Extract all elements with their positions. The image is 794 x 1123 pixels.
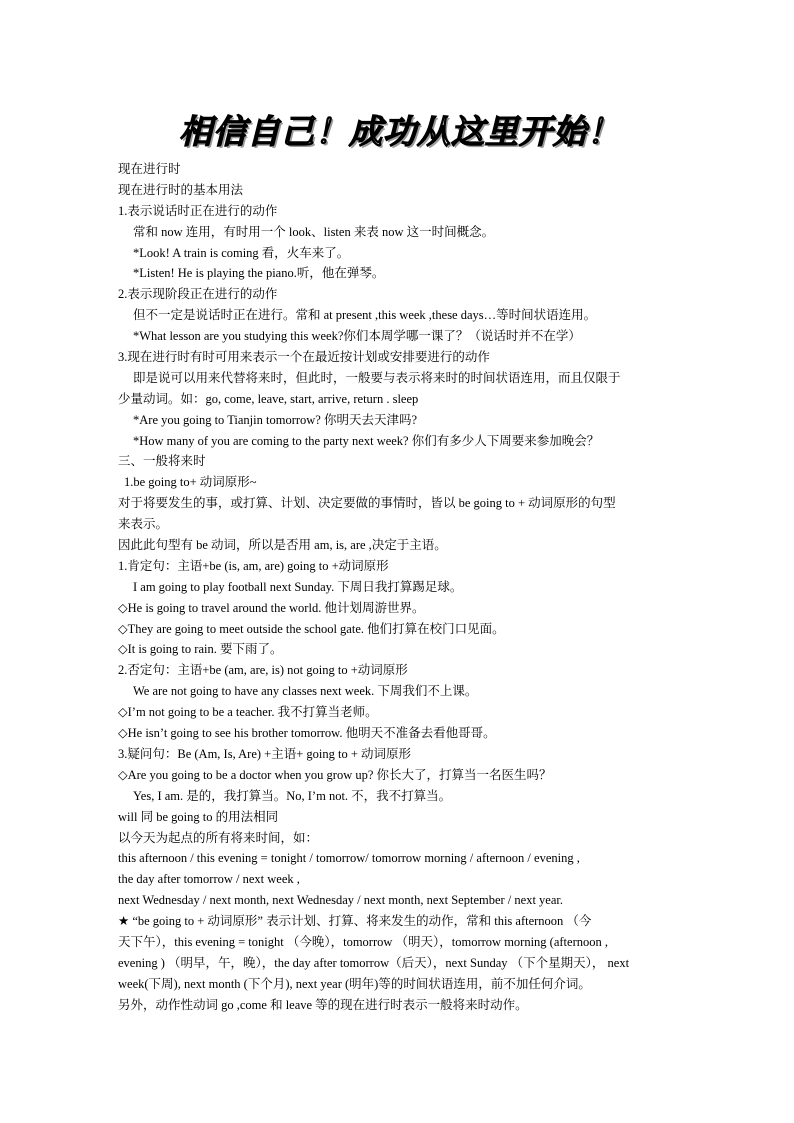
example-line: ◇It is going to rain. 要下雨了。 (118, 642, 283, 657)
text-line: 少量动词。如：go, come, leave, start, arrive, return . sleep (118, 391, 419, 406)
example-line: ◇They are going to meet outside the school gate. 他们打算在校门口见面。 (118, 621, 505, 636)
example-line: We are not going to have any classes next week. 下周我们不上课。 (133, 684, 478, 699)
section-heading: 三、一般将来时 (118, 454, 206, 469)
page-title: 相信自己！成功从这里开始！ (179, 112, 621, 151)
example-line: ◇He isn’t going to see his brother tomorrow. 他明天不准备去看他哥哥。 (118, 726, 496, 741)
example-line: *How many of you are coming to the party next week? 你们有多少人下周要来参加晚会？ (133, 433, 600, 448)
text-line: the day after tomorrow / next week , (118, 872, 300, 887)
text-line: this afternoon / this evening = tonight / tomorrow/ tomorrow morning / afternoon / evening , (118, 851, 580, 866)
example-line: *Are you going to Tianjin tomorrow? 你明天去天津吗? (133, 412, 418, 427)
note-line: week(下周), next month (下个月), next year (明年)等的时间状语连用，前不加任何介词。 (118, 976, 591, 991)
example-line: ◇Are you going to be a doctor when you grow up? 你长大了，打算当一名医生吗？ (118, 767, 552, 782)
usage-heading: 1.肯定句：主语+be (is, am, are) going to +动词原形 (118, 558, 389, 573)
usage-heading: 1.表示说话时正在进行的动作 (118, 203, 278, 218)
text-line: 对于将要发生的事，或打算、计划、决定要做的事情时，皆以 be going to + 动词原形的句型 (118, 496, 616, 511)
text-line: next Wednesday / next month, next Wednesday / next month, next September / next year. (118, 893, 563, 908)
usage-heading: 2.表示现阶段正在进行的动作 (118, 287, 278, 302)
section-heading: 现在进行时 (118, 162, 181, 176)
section-subheading: 现在进行时的基本用法 (118, 182, 244, 197)
text-line: 以今天为起点的所有将来时间，如： (118, 830, 319, 845)
note-line: ★ “be going to + 动词原形” 表示计划、打算、将来发生的动作，常和 this afternoon （今 (118, 914, 592, 929)
text-line: will 同 be going to 的用法相同 (118, 809, 279, 824)
example-line: ◇I’m not going to be a teacher. 我不打算当老师。 (118, 705, 378, 720)
example-line: I am going to play football next Sunday. 下周日我打算踢足球。 (133, 579, 463, 594)
text-line: 因此此句型有 be 动词，所以是否用 am, is, are ,决定于主语。 (118, 538, 447, 553)
example-line: *What lesson are you studying this week?你们本周学哪一课了？（说话时并不在学） (133, 329, 581, 344)
note-line: 另外，动作性动词 go ,come 和 leave 等的现在进行时表示一般将来时动作。 (118, 997, 528, 1012)
example-line: ◇He is going to travel around the world. 他计划周游世界。 (118, 600, 425, 615)
note-line: evening ) （明早，午，晚），the day after tomorrow（后天），next Sunday （下个星期天）， next (118, 955, 630, 970)
text-line: 来表示。 (118, 517, 169, 532)
document-body (118, 159, 688, 1016)
text-line: 即是说可以用来代替将来时，但此时，一般要与表示将来时的时间状语连用，而且仅限于 (133, 370, 621, 385)
usage-heading: 2.否定句：主语+be (am, are, is) not going to +动词原形 (118, 663, 408, 678)
usage-heading: 1.be going to+ 动词原形~ (124, 475, 257, 490)
usage-heading: 3.现在进行时有时可用来表示一个在最近按计划或安排要进行的动作 (118, 350, 490, 365)
note-line: 天下午），this evening = tonight （今晚），tomorrow （明天），tomorrow morning (afternoon , (118, 934, 608, 949)
text-line: 但不一定是说话时正在进行。常和 at present ,this week ,these days…等时间状语连用。 (133, 308, 597, 323)
usage-heading: 3.疑问句：Be (Am, Is, Are) +主语+ going to + 动词原形 (118, 746, 412, 761)
example-line: Yes, I am. 是的，我打算当。No, I’m not. 不，我不打算当。 (133, 788, 452, 803)
text-line: 常和 now 连用，有时用一个 look、listen 来表 now 这一时间概念。 (133, 224, 495, 239)
example-line: *Look! A train is coming 看，火车来了。 (133, 245, 350, 260)
example-line: *Listen! He is playing the piano.听，他在弹琴。 (133, 266, 385, 281)
